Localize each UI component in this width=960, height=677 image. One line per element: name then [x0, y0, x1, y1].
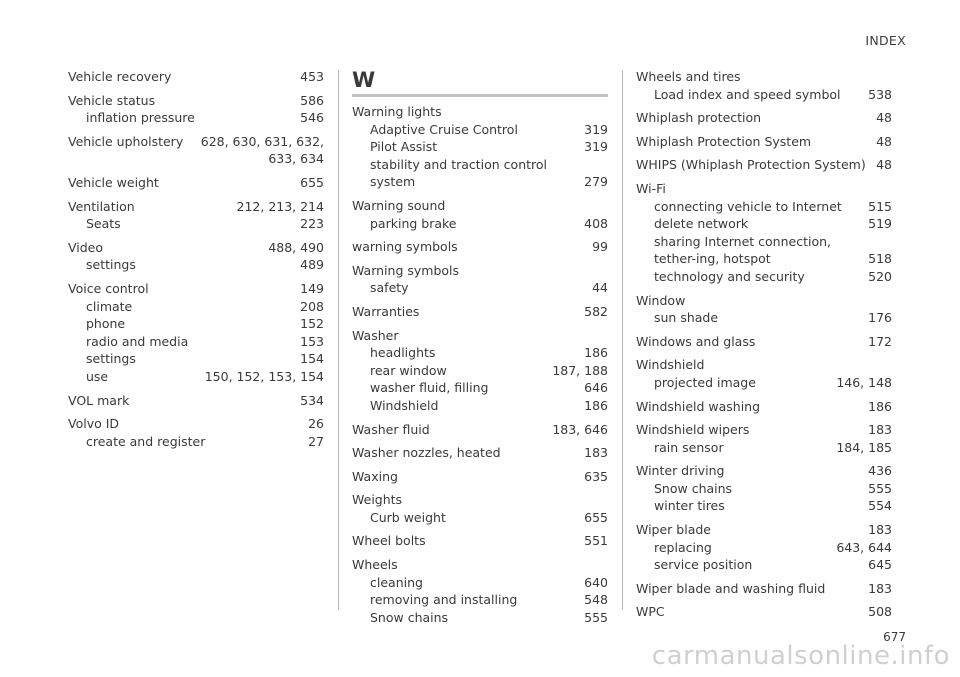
index-entry [68, 392, 324, 410]
index-pages: 534 [300, 392, 324, 408]
index-pages: 488, 490 [268, 239, 324, 255]
index-pages: 150, 152, 153, 154 [204, 368, 324, 384]
index-term-row [68, 198, 324, 216]
index-pages: 212, 213, 214 [236, 198, 324, 214]
index-term: Washer [352, 327, 399, 343]
index-term-row [352, 303, 608, 321]
section-letter: W [352, 68, 376, 92]
index-subterm: radio and media [86, 333, 189, 349]
index-subterm-row [352, 344, 608, 362]
index-pages: 48 [876, 110, 892, 126]
index-pages: 508 [868, 604, 892, 620]
index-term: Warning lights [352, 104, 442, 119]
index-term: Ventilation [68, 198, 135, 214]
index-pages [600, 491, 608, 509]
index-pages: 635 [584, 468, 608, 484]
index-entry [636, 109, 892, 127]
index-subterm: technology and security [654, 268, 805, 284]
index-subterm: stability and traction control system [370, 156, 548, 190]
index-pages [600, 197, 608, 215]
index-subterm: rear window [370, 362, 447, 378]
index-term-row [352, 421, 608, 439]
index-term-row [68, 392, 324, 410]
index-subterm-row [352, 379, 608, 397]
index-pages: 48 [876, 157, 892, 173]
index-pages: 146, 148 [836, 374, 892, 390]
index-subterm: climate [86, 298, 133, 314]
index-subterm-row [636, 539, 892, 557]
index-column-1 [68, 68, 324, 456]
index-term-row [352, 532, 608, 550]
index-subterm: replacing [654, 539, 712, 555]
index-pages: 453 [300, 69, 324, 84]
index-subterm: use [86, 368, 109, 384]
index-term: Washer nozzles, heated [352, 445, 501, 461]
index-pages: 186 [868, 398, 892, 414]
index-pages: 153 [300, 333, 324, 349]
index-pages: 554 [868, 498, 892, 514]
index-term: Windshield [636, 357, 705, 373]
index-subterm: Adaptive Cruise Control [370, 121, 518, 137]
index-term-row [636, 133, 892, 151]
index-subterm: settings [86, 257, 136, 273]
index-pages: 555 [868, 480, 892, 496]
index-pages: 489 [300, 257, 324, 273]
index-term: Whiplash Protection System [636, 133, 812, 149]
index-pages: 319 [584, 139, 608, 155]
index-entry [352, 556, 608, 626]
index-subterm: Pilot Assist [370, 139, 438, 155]
index-pages: 319 [584, 121, 608, 137]
index-entry [68, 198, 324, 233]
index-subterm-row [68, 215, 324, 233]
index-pages: 546 [300, 110, 324, 126]
index-subterm-row [68, 333, 324, 351]
index-subterm: headlights [370, 345, 436, 361]
index-term-row [68, 133, 324, 151]
index-subterm-row [68, 256, 324, 274]
index-pages: 99 [592, 239, 608, 255]
index-subterm-row [68, 298, 324, 316]
index-term-row [636, 580, 892, 598]
index-term-row [636, 333, 892, 351]
index-subterm-row [636, 497, 892, 515]
index-pages: 520 [868, 268, 892, 284]
index-subterm-row [636, 480, 892, 498]
index-entry [68, 92, 324, 127]
index-term-row [68, 415, 324, 433]
index-entry [352, 197, 608, 232]
index-term-row [636, 462, 892, 480]
index-pages: 183 [868, 522, 892, 538]
index-entry [636, 133, 892, 151]
index-pages: 186 [584, 397, 608, 413]
index-pages: 149 [300, 280, 324, 296]
index-term: Weights [352, 492, 403, 508]
index-entry [68, 415, 324, 450]
index-entry [636, 521, 892, 574]
index-subterm: cleaning [370, 574, 423, 590]
index-entry [636, 292, 892, 327]
index-subterm: connecting vehicle to Internet [654, 198, 842, 214]
index-term: VOL mark [68, 392, 130, 408]
index-term: Wi-Fi [636, 180, 666, 196]
index-entry [352, 444, 608, 462]
index-term: warning symbols [352, 239, 458, 255]
index-pages: 279 [584, 174, 608, 190]
index-subterm-row [68, 350, 324, 368]
index-term: Video [68, 239, 104, 255]
index-subterm: Curb weight [370, 509, 446, 525]
letter-rule [352, 94, 608, 97]
index-pages: 519 [868, 216, 892, 232]
index-term-row [68, 68, 324, 86]
index-subterm-row [352, 397, 608, 415]
index-pages [884, 68, 892, 86]
index-subterm: sun shade [654, 310, 719, 326]
index-term: Voice control [68, 280, 149, 296]
index-subterm: Load index and speed symbol [654, 86, 841, 102]
index-term: Wheels and tires [636, 69, 741, 84]
index-term: Wiper blade [636, 522, 711, 538]
index-term-row [636, 109, 892, 127]
index-term: Wheels [352, 557, 398, 573]
index-pages: 582 [584, 303, 608, 319]
index-term: Washer fluid [352, 421, 430, 437]
index-term-row [352, 197, 608, 215]
index-subterm: projected image [654, 374, 756, 390]
index-term: Windshield wipers [636, 422, 750, 438]
index-subterm-row [636, 268, 892, 286]
index-entry [636, 421, 892, 456]
index-pages: 655 [584, 509, 608, 525]
index-term-row [352, 327, 608, 345]
index-pages: 515 [868, 198, 892, 214]
index-entry [352, 327, 608, 415]
index-entry [636, 580, 892, 598]
index-term: Vehicle status [68, 92, 156, 108]
index-subterm-row [636, 374, 892, 392]
index-subterm: Snow chains [654, 480, 733, 496]
index-pages: 538 [868, 86, 892, 102]
index-subterm-row [352, 121, 608, 139]
index-entry [352, 532, 608, 550]
index-subterm-row [352, 574, 608, 592]
index-column-3 [636, 68, 892, 627]
index-term-row [636, 603, 892, 621]
index-pages: 223 [300, 216, 324, 232]
index-pages: 551 [584, 533, 608, 549]
index-subterm: Snow chains [370, 609, 449, 625]
page-number: 677 [883, 630, 906, 644]
index-pages [884, 356, 892, 374]
index-entry [68, 133, 324, 168]
index-pages: 27 [308, 433, 324, 449]
index-term: Volvo ID [68, 416, 120, 432]
index-pages: 628, 630, 631, 632, [200, 133, 324, 149]
index-subterm-row [636, 309, 892, 327]
index-entry [636, 180, 892, 286]
index-term-row [636, 356, 892, 374]
index-term: Windows and glass [636, 333, 756, 349]
index-term-row [636, 156, 892, 174]
index-entry [352, 262, 608, 297]
index-term-row [636, 521, 892, 539]
index-entry [68, 68, 324, 86]
index-subterm: delete network [654, 216, 749, 232]
index-term-row [352, 262, 608, 280]
index-pages: 44 [592, 280, 608, 296]
index-entry [68, 239, 324, 274]
index-pages: 187, 188 [552, 362, 608, 378]
index-entry [68, 174, 324, 192]
index-entry [352, 103, 608, 191]
index-term: Waxing [352, 468, 398, 484]
index-subterm-row [68, 109, 324, 127]
index-pages: 408 [584, 215, 608, 231]
index-term-row [352, 238, 608, 256]
index-term-row [636, 398, 892, 416]
index-pages: 183 [584, 445, 608, 461]
index-subterm-row [636, 556, 892, 574]
index-term: Warranties [352, 303, 420, 319]
letter-heading [352, 68, 608, 97]
index-subterm: safety [370, 280, 409, 296]
index-pages [600, 556, 608, 574]
index-entry [352, 421, 608, 439]
watermark: carmanualsonline.info [651, 641, 950, 671]
index-subterm-row [352, 156, 608, 191]
index-subterm: settings [86, 351, 136, 367]
index-term-row [68, 174, 324, 192]
index-subterm: Seats [86, 216, 121, 232]
index-subterm: winter tires [654, 498, 725, 514]
index-subterm: sharing Internet connection, tether-ing, hotspot [654, 233, 831, 267]
index-pages: 176 [868, 310, 892, 326]
index-pages: 643, 644 [836, 539, 892, 555]
index-subterm: removing and installing [370, 592, 518, 608]
index-term-row [352, 103, 608, 121]
index-pages: 184, 185 [836, 439, 892, 455]
index-pages: 548 [584, 592, 608, 608]
index-term-row [68, 92, 324, 110]
index-term-row [352, 444, 608, 462]
index-subterm: create and register [86, 433, 206, 449]
index-term: Vehicle weight [68, 174, 159, 190]
index-term-row [636, 292, 892, 310]
index-term-row [352, 468, 608, 486]
index-term: Window [636, 292, 686, 308]
index-term: Whiplash protection [636, 110, 762, 126]
index-entry [636, 156, 892, 174]
index-term: Windshield washing [636, 398, 761, 414]
index-entry [352, 303, 608, 321]
index-subterm-row [68, 368, 324, 386]
index-subterm-row [352, 362, 608, 380]
index-pages: 183 [868, 422, 892, 438]
index-pages: 518 [868, 251, 892, 267]
index-entry [636, 603, 892, 621]
index-pages: 208 [300, 298, 324, 314]
index-term: Vehicle recovery [68, 69, 172, 84]
index-pages [884, 180, 892, 198]
index-entry [636, 68, 892, 103]
index-term: Wiper blade and washing fluid [636, 580, 826, 596]
index-term: Warning symbols [352, 262, 460, 278]
index-pages: 152 [300, 316, 324, 332]
index-subterm-row [352, 279, 608, 297]
index-subterm: service position [654, 557, 753, 573]
index-term-row [68, 280, 324, 298]
index-subterm-row [636, 198, 892, 216]
index-subterm-row [68, 315, 324, 333]
index-subterm: washer fluid, filling [370, 380, 489, 396]
column-divider [338, 70, 339, 610]
index-term-row [636, 421, 892, 439]
index-subterm-row [636, 215, 892, 233]
index-pages: 655 [300, 174, 324, 190]
index-pages [600, 327, 608, 345]
page-header-title: INDEX [865, 33, 906, 48]
index-subterm: parking brake [370, 215, 457, 231]
index-pages: 646 [584, 380, 608, 396]
index-entry [636, 356, 892, 391]
index-entry [352, 238, 608, 256]
index-term-row [68, 239, 324, 257]
index-pages [600, 103, 608, 121]
index-subterm-row [352, 215, 608, 233]
index-pages: 186 [584, 345, 608, 361]
index-subterm-row [352, 138, 608, 156]
index-pages [884, 292, 892, 310]
index-entry [352, 468, 608, 486]
index-entry [636, 398, 892, 416]
index-subterm: phone [86, 316, 126, 332]
index-term-row [352, 491, 608, 509]
index-subterm: inflation pressure [86, 110, 195, 126]
index-term: WPC [636, 604, 665, 620]
index-entry [636, 333, 892, 351]
index-term: Vehicle upholstery [68, 133, 184, 149]
index-subterm-row [636, 233, 892, 268]
index-pages [600, 262, 608, 280]
index-term: Warning sound [352, 197, 446, 213]
index-pages: 154 [300, 351, 324, 367]
index-column-2 [352, 68, 608, 632]
index-term-row [636, 68, 892, 86]
index-pages: 645 [868, 557, 892, 573]
index-term-row [636, 180, 892, 198]
index-term: Wheel bolts [352, 533, 426, 549]
index-subterm-row [68, 433, 324, 451]
index-subterm-row [636, 439, 892, 457]
index-subterm-row [352, 591, 608, 609]
index-pages: 586 [300, 92, 324, 108]
index-pages: 555 [584, 609, 608, 625]
index-pages: 183 [868, 580, 892, 596]
index-entry [68, 280, 324, 386]
index-pages: 26 [308, 416, 324, 432]
index-subterm-row [352, 609, 608, 627]
index-pages: 640 [584, 574, 608, 590]
index-term-row [352, 556, 608, 574]
index-subterm: rain sensor [654, 439, 724, 455]
index-term: WHIPS (Whiplash Protection System) [636, 157, 866, 173]
index-pages: 172 [868, 333, 892, 349]
index-subterm-row [352, 509, 608, 527]
index-subterm: Windshield [370, 397, 439, 413]
index-entry [352, 491, 608, 526]
index-term: Winter driving [636, 463, 725, 479]
index-pages: 436 [868, 463, 892, 479]
index-subterm-row [636, 86, 892, 104]
index-entry [636, 462, 892, 515]
index-pages: 48 [876, 133, 892, 149]
index-pages-continued: 633, 634 [268, 151, 324, 167]
index-pages: 183, 646 [552, 421, 608, 437]
column-divider [622, 70, 623, 610]
